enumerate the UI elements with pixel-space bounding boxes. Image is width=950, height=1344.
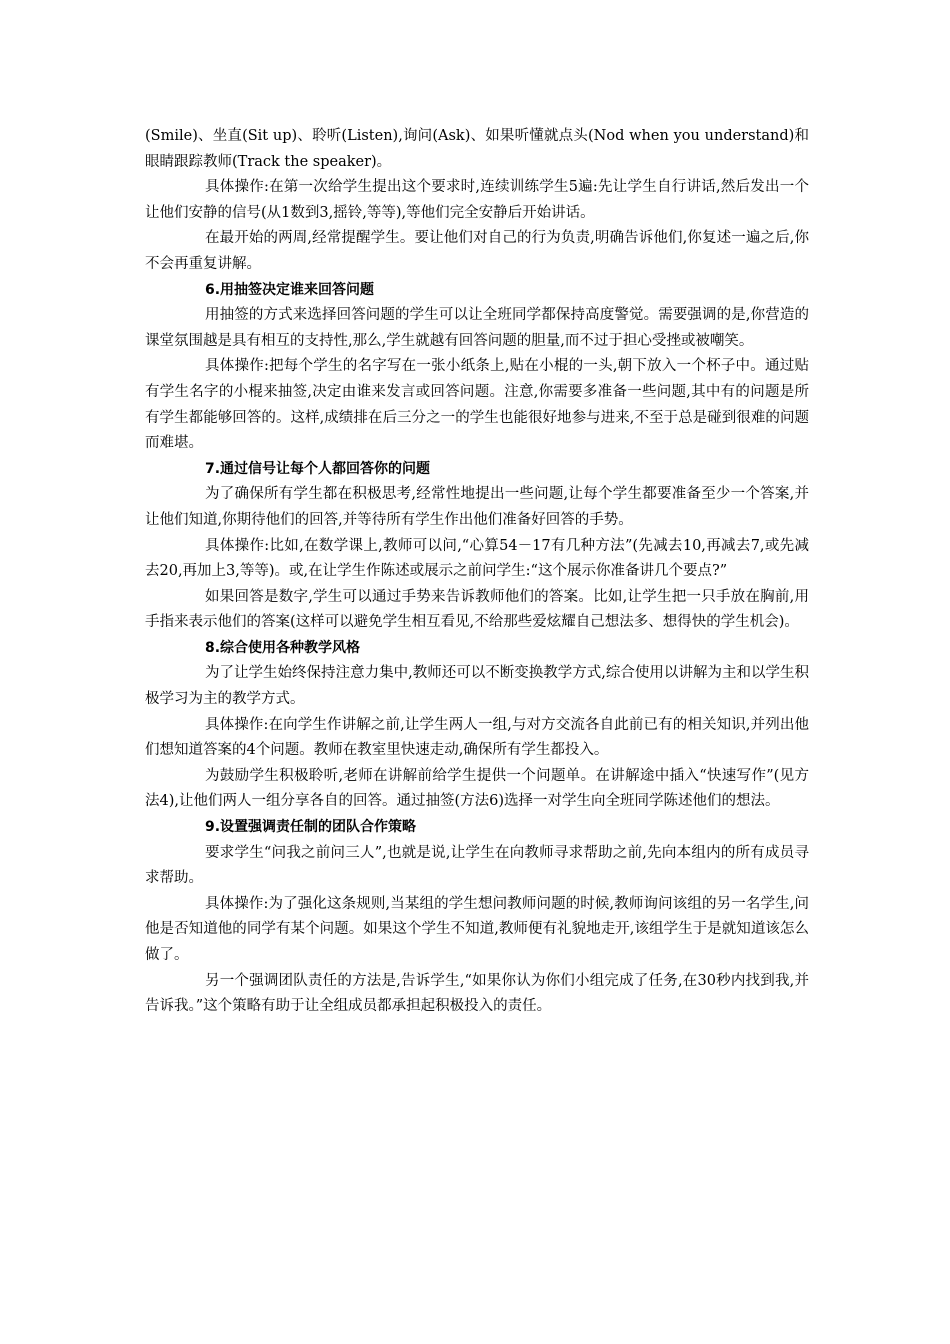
paragraph: 为了确保所有学生都在积极思考,经常性地提出一些问题,让每个学生都要准备至少一个答案,并让他们知道,你期待他们的回答,并等待所有学生作出他们准备好回答的手势。 bbox=[145, 486, 809, 528]
section-heading: 6.用抽签决定谁来回答问题 bbox=[205, 281, 375, 298]
section-heading: 7.通过信号让每个人都回答你的问题 bbox=[205, 460, 431, 477]
paragraph: 如果回答是数字,学生可以通过手势来告诉教师他们的答案。比如,让学生把一只手放在胸前,用手指来表示他们的答案(这样可以避免学生相互看见,不给那些爱炫耀自己想法多、想得快的学生机会)。 bbox=[145, 588, 809, 631]
paragraph: 具体操作:在第一次给学生提出这个要求时,连续训练学生5遍:先让学生自行讲话,然后发出一个让他们安静的信号(从1数到3,摇铃,等等),等他们完全安静后开始讲话。 bbox=[145, 179, 809, 221]
document-page bbox=[145, 124, 809, 1020]
paragraph: 要求学生“问我之前问三人”,也就是说,让学生在向教师寻求帮助之前,先向本组内的所有成员寻求帮助。 bbox=[145, 844, 809, 887]
section-heading: 9.设置强调责任制的团队合作策略 bbox=[205, 819, 417, 836]
paragraph: 具体操作:把每个学生的名字写在一张小纸条上,贴在小棍的一头,朝下放入一个杯子中。通过贴有学生名字的小棍来抽签,决定由谁来发言或回答问题。注意,你需要多准备一些问题,其中有的问题是所有学生都能够回答的。这样,成绩排在后三分之一的学生也能很好地参与进来,不至于总是碰到很难的问题而难堪。 bbox=[145, 358, 809, 452]
paragraph: 在最开始的两周,经常提醒学生。要让他们对自己的行为负责,明确告诉他们,你复述一遍之后,你不会再重复讲解。 bbox=[145, 230, 809, 272]
paragraph: 具体操作:在向学生作讲解之前,让学生两人一组,与对方交流各自此前已有的相关知识,并列出他们想知道答案的4个问题。教师在教室里快速走动,确保所有学生都投入。 bbox=[145, 716, 809, 759]
paragraph: 用抽签的方式来选择回答问题的学生可以让全班同学都保持高度警觉。需要强调的是,你营造的课堂氛围越是具有相互的支持性,那么,学生就越有回答问题的胆量,而不过于担心受挫或被嘲笑。 bbox=[145, 307, 809, 349]
paragraph: 具体操作:比如,在数学课上,教师可以问,“心算54－17有几种方法”(先减去10,再减去7,或先减去20,再加上3,等等)。或,在让学生作陈述或展示之前问学生:“这个展示你准备讲几个要点?” bbox=[145, 537, 809, 580]
paragraph: (Smile)、坐直(Sit up)、聆听(Listen),询问(Ask)、如果听懂就点头(Nod when you understand)和眼睛跟踪教师(Track the speaker)。 bbox=[145, 128, 809, 170]
paragraph: 为了让学生始终保持注意力集中,教师还可以不断变换教学方式,综合使用以讲解为主和以学生积极学习为主的教学方式。 bbox=[145, 665, 809, 708]
paragraph: 另一个强调团队责任的方法是,告诉学生,“如果你认为你们小组完成了任务,在30秒内找到我,并告诉我。”这个策略有助于让全组成员都承担起积极投入的责任。 bbox=[145, 972, 809, 1015]
paragraph: 为鼓励学生积极聆听,老师在讲解前给学生提供一个问题单。在讲解途中插入“快速写作”(见方法4),让他们两人一组分享各自的回答。通过抽签(方法6)选择一对学生向全班同学陈述他们的想法。 bbox=[145, 767, 809, 810]
section-heading: 8.综合使用各种教学风格 bbox=[205, 639, 361, 656]
paragraph: 具体操作:为了强化这条规则,当某组的学生想问教师问题的时候,教师询问该组的另一名学生,问他是否知道他的同学有某个问题。如果这个学生不知道,教师便有礼貌地走开,该组学生于是就知道该怎么做了。 bbox=[145, 895, 809, 963]
